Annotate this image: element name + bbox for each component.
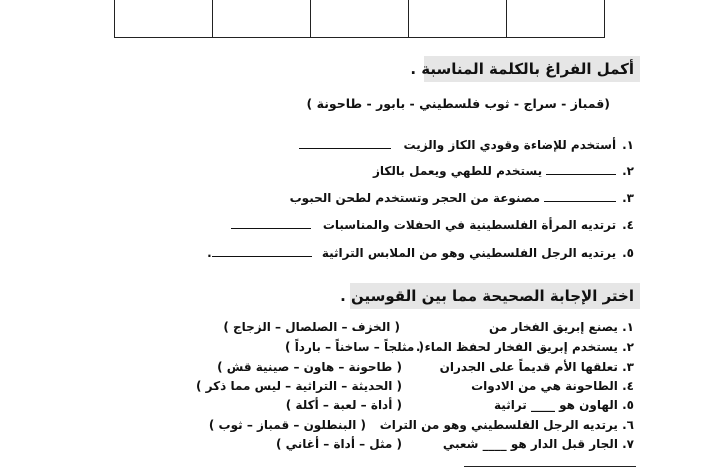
- item-end: .: [207, 246, 212, 260]
- grid-cell: [409, 0, 507, 38]
- fill-item-5: [207, 246, 634, 260]
- answer-grid: [114, 0, 605, 38]
- item-text: يرتديه الرجل الفلسطيني وهو من الملابس التراثية: [321, 246, 617, 260]
- mc-question-4: ٤. الطاحونة هي من الادوات: [471, 379, 634, 393]
- grid-cell: [311, 0, 409, 38]
- mc-question-3: ٣. تعلقها الأم قديماً على الجدران: [439, 360, 634, 374]
- answer-blank[interactable]: [299, 138, 391, 149]
- fill-item-2: [373, 164, 634, 178]
- mc-question-6: ٦. يرتديه الرجل الفلسطيني وهو من التراث: [379, 418, 634, 432]
- word-bank: (قمباز - سراج - ثوب فلسطيني - بابور - طاحونة ): [306, 96, 610, 111]
- answer-blank[interactable]: [546, 164, 616, 175]
- mc-options-1[interactable]: ( الخزف – الصلصال – الزجاج ): [223, 320, 400, 334]
- item-number: ٤.: [622, 218, 634, 232]
- mc-question-5: ٥. الهاون هو ____ تراثية: [494, 398, 634, 412]
- mc-options-6[interactable]: ( البنطلون – قمباز – ثوب ): [208, 418, 366, 432]
- grid-cell: [115, 0, 213, 38]
- answer-blank[interactable]: [212, 246, 312, 257]
- item-text: يستخدم للطهي ويعمل بالكاز: [373, 164, 543, 178]
- item-text: مصنوعة من الحجر وتستخدم لطحن الحبوب: [289, 191, 541, 205]
- fill-item-4: [231, 218, 634, 232]
- item-number: ٥.: [622, 246, 634, 260]
- mc-options-7[interactable]: ( مثل – أداة – أغاني ): [275, 437, 402, 451]
- fill-item-1: [299, 138, 634, 152]
- mc-options-2[interactable]: ( مثلجاً – ساخناً – بارداً ): [285, 340, 424, 354]
- mc-question-7: ٧. الجار قبل الدار هو ____ شعبي: [442, 437, 634, 451]
- mc-question-2: ٢. يستخدم إبريق الفخار لحفظ الماء .: [415, 340, 634, 354]
- item-text: ترتديه المرأة الفلسطينية في الحفلات والمناسبات: [322, 218, 617, 232]
- mc-question-1: ١. يصنع إبريق الفخار من: [489, 320, 634, 334]
- mc-options-3[interactable]: ( طاحونة – هاون – صينية قش ): [217, 360, 402, 374]
- mc-options-4[interactable]: ( الحديثة – التراثية – ليس مما ذكر ): [196, 379, 402, 393]
- grid-cell: [507, 0, 605, 38]
- item-text: أستخدم للإضاءة وقودي الكاز والزيت: [403, 138, 617, 152]
- item-number: ٢.: [622, 164, 634, 178]
- answer-blank[interactable]: [231, 218, 311, 229]
- divider: [464, 466, 636, 467]
- fill-item-3: [290, 191, 634, 205]
- mc-options-5[interactable]: ( أداة – لعبة – أكلة ): [285, 398, 402, 412]
- item-number: ١.: [622, 138, 634, 152]
- section1-title: أكمل الفراغ بالكلمة المناسبة .: [424, 56, 640, 82]
- section2-title: اختر الإجابة الصحيحة مما بين القوسين .: [350, 283, 640, 309]
- grid-cell: [213, 0, 311, 38]
- answer-blank[interactable]: [544, 191, 616, 202]
- item-number: ٣.: [622, 191, 634, 205]
